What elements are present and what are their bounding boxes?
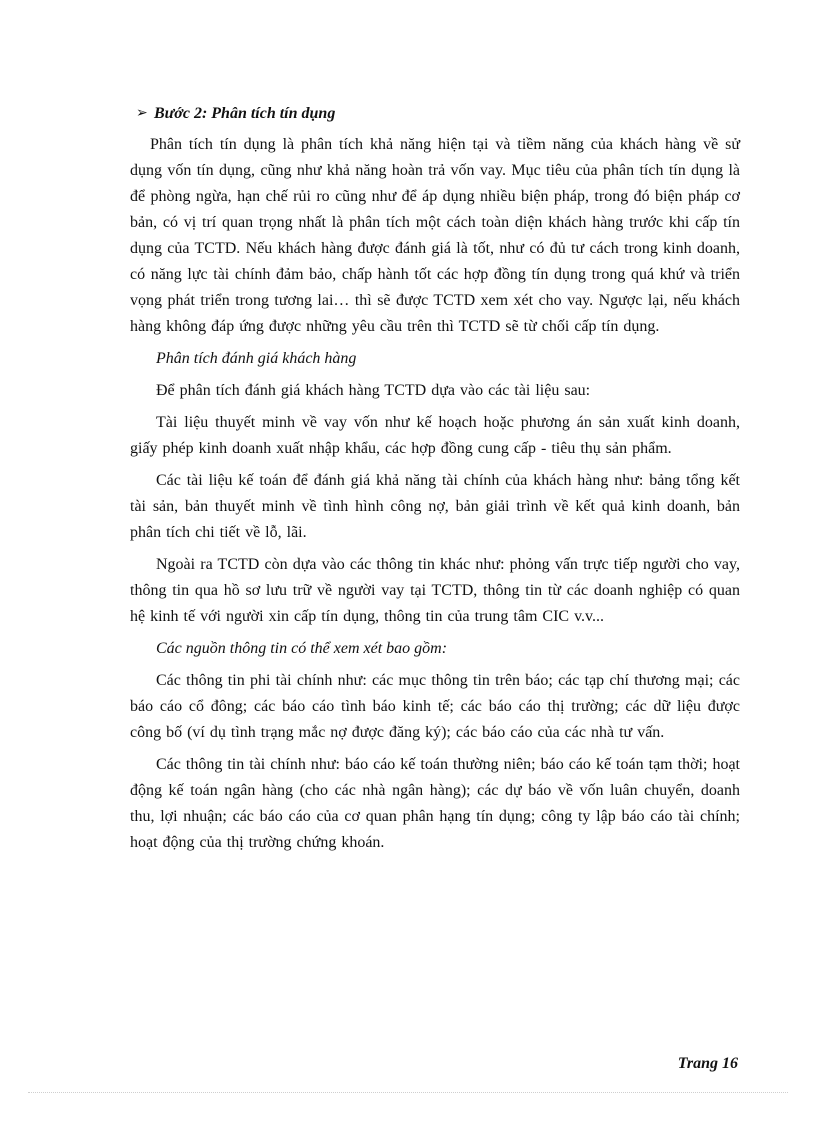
section-heading [136, 100, 740, 128]
paragraph-loan-documents: Tài liệu thuyết minh về vay vốn như kế hoạch hoặc phương án sản xuất kinh doanh, giấy phép kinh doanh xuất nhập khẩu, các hợp đồng cung cấp - tiêu thụ sản phẩm. [130, 414, 740, 457]
paragraph-credit-analysis: Phân tích tín dụng là phân tích khả năng hiện tại và tiềm năng của khách hàng về sử dụng vốn tín dụng, cũng như khả năng hoàn trả vốn vay. Mục tiêu của phân tích tín dụng là để phòng ngừa, hạn chế rủi ro cũng như để áp dụng nhiều biện pháp, trong đó biện pháp cơ bản, có vị trí quan trọng nhất là phân tích một cách toàn diện khách hàng trước khi cấp tín dụng của TCTD. Nếu khách hàng được đánh giá là tốt, như có đủ tư cách trong kinh doanh, có năng lực tài chính đảm bảo, chấp hành tốt các hợp đồng tín dụng trong quá khứ và triển vọng phát triển trong tương lai… thì sẽ được TCTD xem xét cho vay. Ngược lại, nếu khách hàng không đáp ứng được những yêu cầu trên thì TCTD sẽ từ chối cấp tín dụng. [130, 136, 740, 335]
paragraph-documents-intro: Để phân tích đánh giá khách hàng TCTD dựa vào các tài liệu sau: [156, 382, 591, 399]
paragraph-financial-info: Các thông tin tài chính như: báo cáo kế toán thường niên; báo cáo kế toán tạm thời; hoạt động kế toán ngân hàng (cho các nhà ngân hàng); các dự báo về vốn luân chuyển, doanh thu, lợi nhuận; các báo cáo của cơ quan phân hạng tín dụng; công ty lập báo cáo tài chính; hoạt động của thị trường chứng khoán. [130, 756, 740, 851]
footer-divider [28, 1092, 788, 1093]
paragraph-accounting-documents: Các tài liệu kế toán để đánh giá khả năng tài chính của khách hàng như: bảng tổng kết tài sản, bản thuyết minh về tình hình công nợ, bản giải trình về kết quả kinh doanh, bản phân tích chi tiết về lỗ, lãi. [130, 472, 740, 541]
paragraph-other-information: Ngoài ra TCTD còn dựa vào các thông tin khác như: phỏng vấn trực tiếp người cho vay, thông tin qua hồ sơ lưu trữ về người vay tại TCTD, thông tin từ các doanh nghiệp có quan hệ kinh tế với người xin cấp tín dụng, thông tin của trung tâm CIC v.v... [130, 556, 740, 625]
subheading-information-sources: Các nguồn thông tin có thể xem xét bao gồm: [156, 640, 448, 657]
paragraph-non-financial-info: Các thông tin phi tài chính như: các mục thông tin trên báo; các tạp chí thương mại; các báo cáo cổ đông; các báo cáo tình báo kinh tế; các báo cáo thị trường; các dữ liệu được công bố (ví dụ tình trạng mắc nợ được đăng ký); các báo cáo của các nhà tư vấn. [130, 672, 740, 741]
subheading-customer-evaluation: Phân tích đánh giá khách hàng [156, 350, 357, 367]
page-number: Trang 16 [677, 1055, 738, 1072]
arrow-bullet-icon: ➢ [136, 106, 148, 121]
section-heading-text: Bước 2: Phân tích tín dụng [154, 105, 336, 122]
page-content [130, 100, 740, 862]
